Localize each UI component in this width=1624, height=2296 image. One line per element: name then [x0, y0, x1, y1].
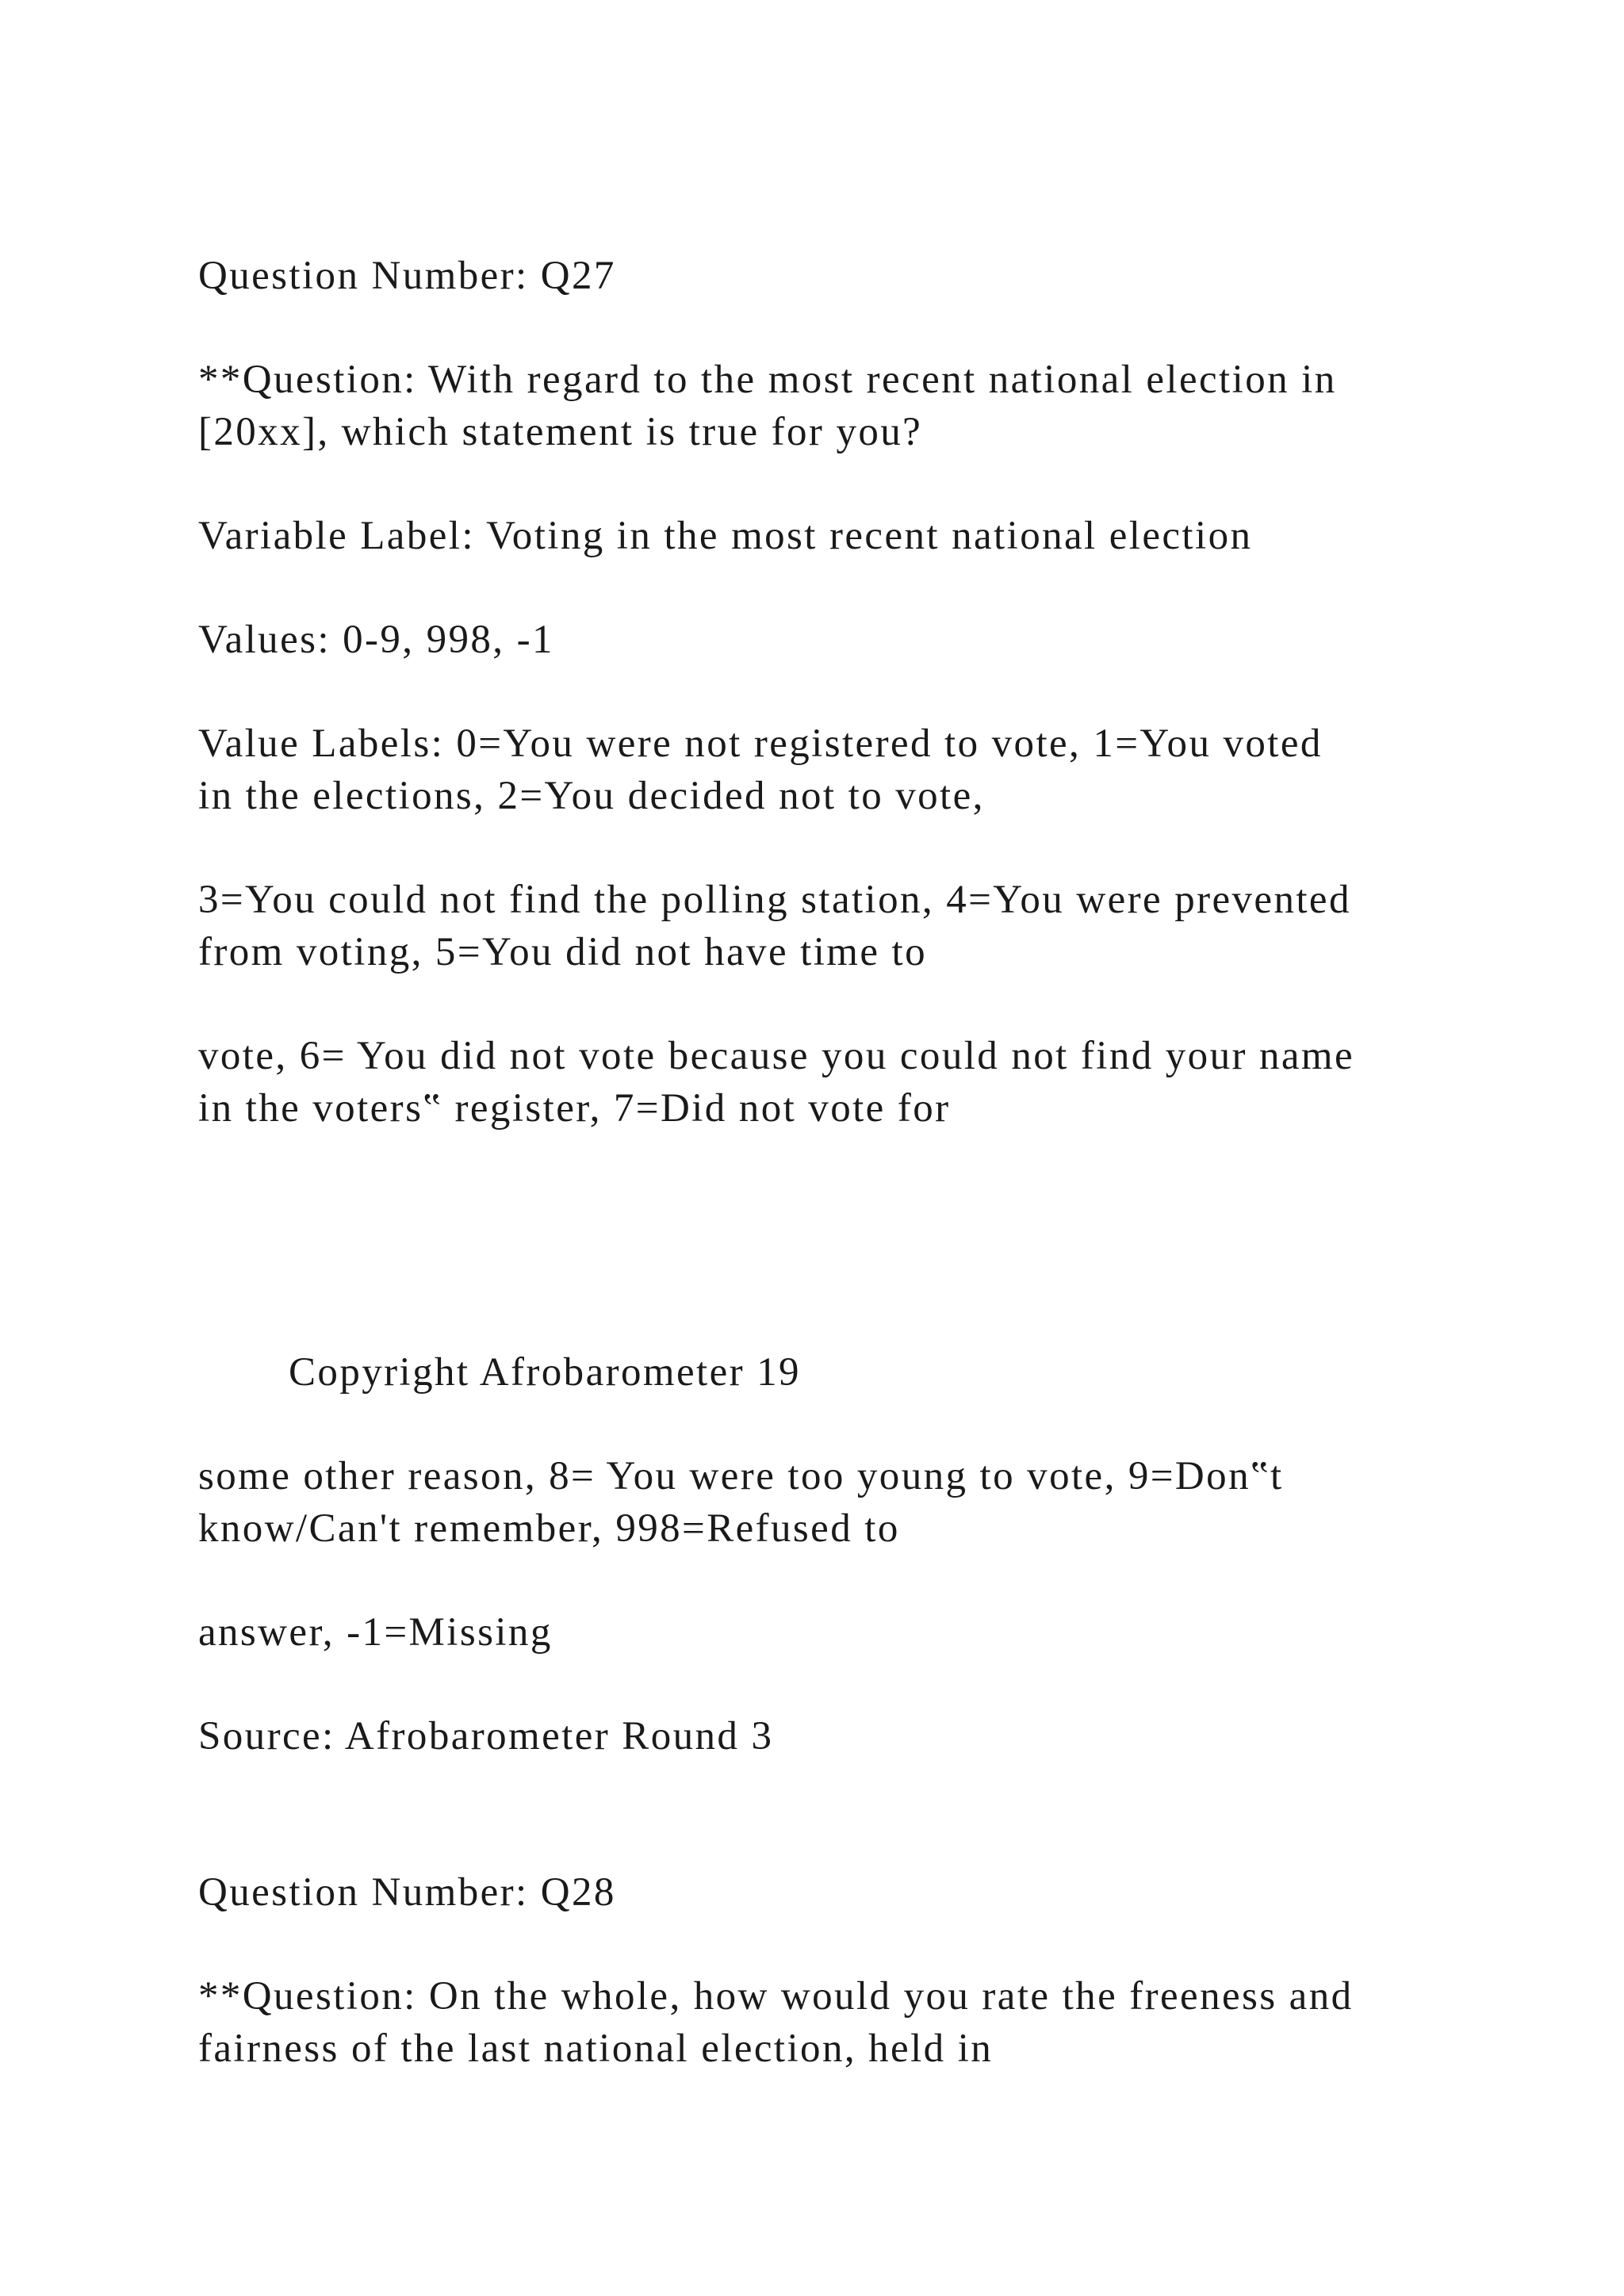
q28-question-number: Question Number: Q28: [198, 1870, 616, 1915]
q27-source: Source: Afrobarometer Round 3: [198, 1714, 774, 1758]
q27-value-labels-line-4: from voting, 5=You did not have time to: [198, 930, 927, 974]
q27-value-labels-line-5: vote, 6= You did not vote because you could not find your name: [198, 1034, 1355, 1078]
q27-question-text-line-2: [20xx], which statement is true for you?: [198, 410, 923, 454]
page-footer: Copyright Afrobarometer 19: [289, 1350, 801, 1395]
q27-value-labels-line-9: answer, -1=Missing: [198, 1610, 553, 1655]
q28-question-text-line-1: **Question: On the whole, how would you rate the freeness and: [198, 1974, 1354, 2019]
q27-values: Values: 0-9, 998, -1: [198, 618, 554, 662]
q27-variable-label: Variable Label: Voting in the most recent national election: [198, 514, 1253, 558]
q28-question-text-line-2: fairness of the last national election, held in: [198, 2026, 994, 2071]
q27-question-text-line-1: **Question: With regard to the most recent national election in: [198, 358, 1337, 402]
q27-question-number: Question Number: Q27: [198, 254, 616, 298]
q27-value-labels-line-6: in the voters‟ register, 7=Did not vote for: [198, 1086, 951, 1131]
q27-value-labels-line-3: 3=You could not find the polling station, 4=You were prevented: [198, 878, 1351, 922]
q27-value-labels-line-2: in the elections, 2=You decided not to vote,: [198, 774, 985, 818]
q27-value-labels-line-7: some other reason, 8= You were too young to vote, 9=Don‟t: [198, 1454, 1284, 1498]
q27-value-labels-line-8: know/Can't remember, 998=Refused to: [198, 1506, 900, 1551]
q27-value-labels-line-1: Value Labels: 0=You were not registered to vote, 1=You voted: [198, 721, 1323, 766]
